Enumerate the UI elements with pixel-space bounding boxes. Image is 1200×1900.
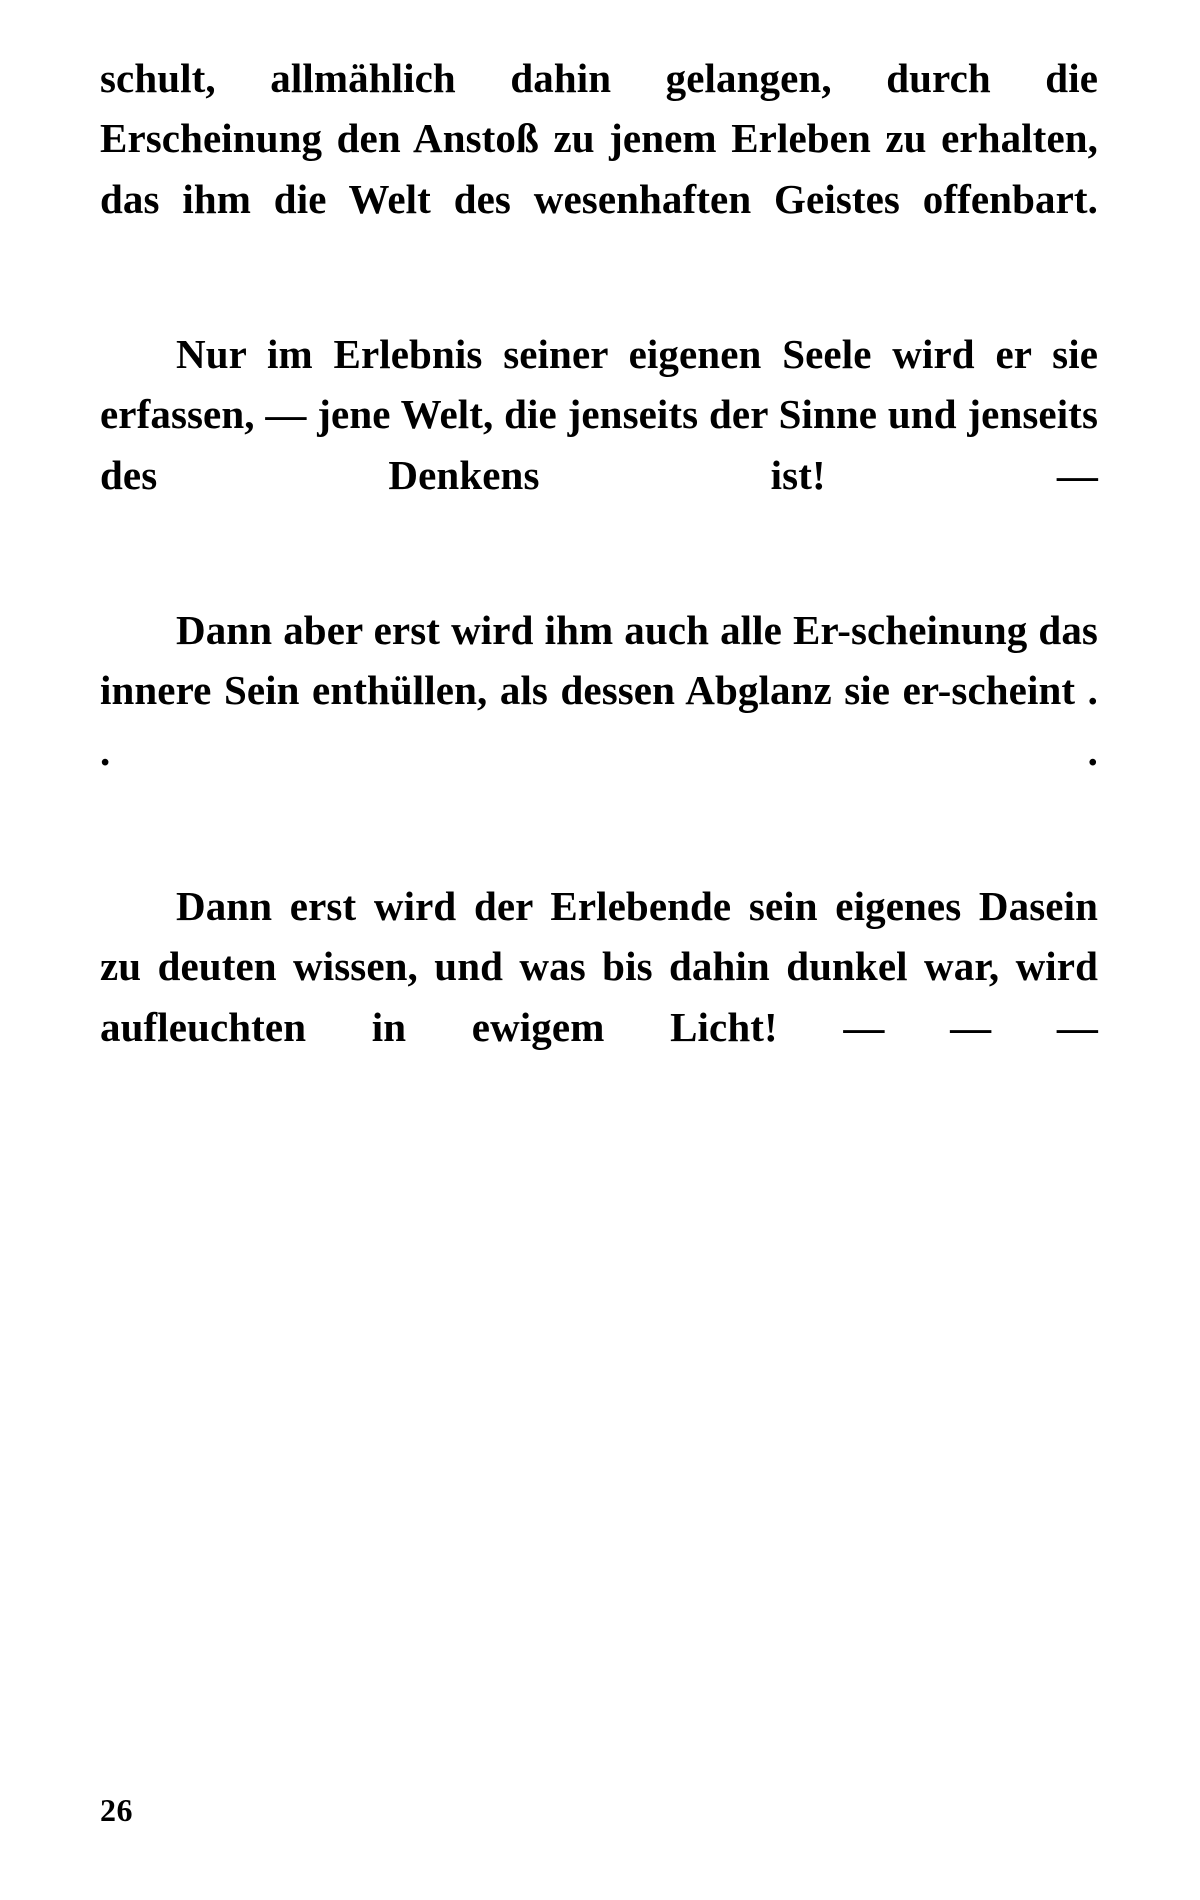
body-text-column bbox=[100, 48, 1098, 1152]
page-number: 26 bbox=[100, 1792, 133, 1828]
paragraph-1: schult, allmählich dahin gelangen, durch die Erscheinung den Anstoß zu jenem Erleben zu erhalten, das ihm die Welt des wesenhaften Geistes offenbart. bbox=[100, 55, 1098, 222]
paragraph-4: Dann erst wird der Erlebende sein eigenes Dasein zu deuten wissen, und was bis dahin dunkel war, wird aufleuchten in ewigem Licht! — — — bbox=[100, 882, 1098, 1050]
paragraph-2: Nur im Erlebnis seiner eigenen Seele wird er sie erfassen, — jene Welt, die jenseits der Sinne und jenseits des Denkens ist! — bbox=[100, 330, 1098, 498]
paragraph-3: Dann aber erst wird ihm auch alle Er-scheinung das innere Sein enthüllen, als dessen Abglanz sie er-scheint . . . bbox=[100, 606, 1098, 774]
